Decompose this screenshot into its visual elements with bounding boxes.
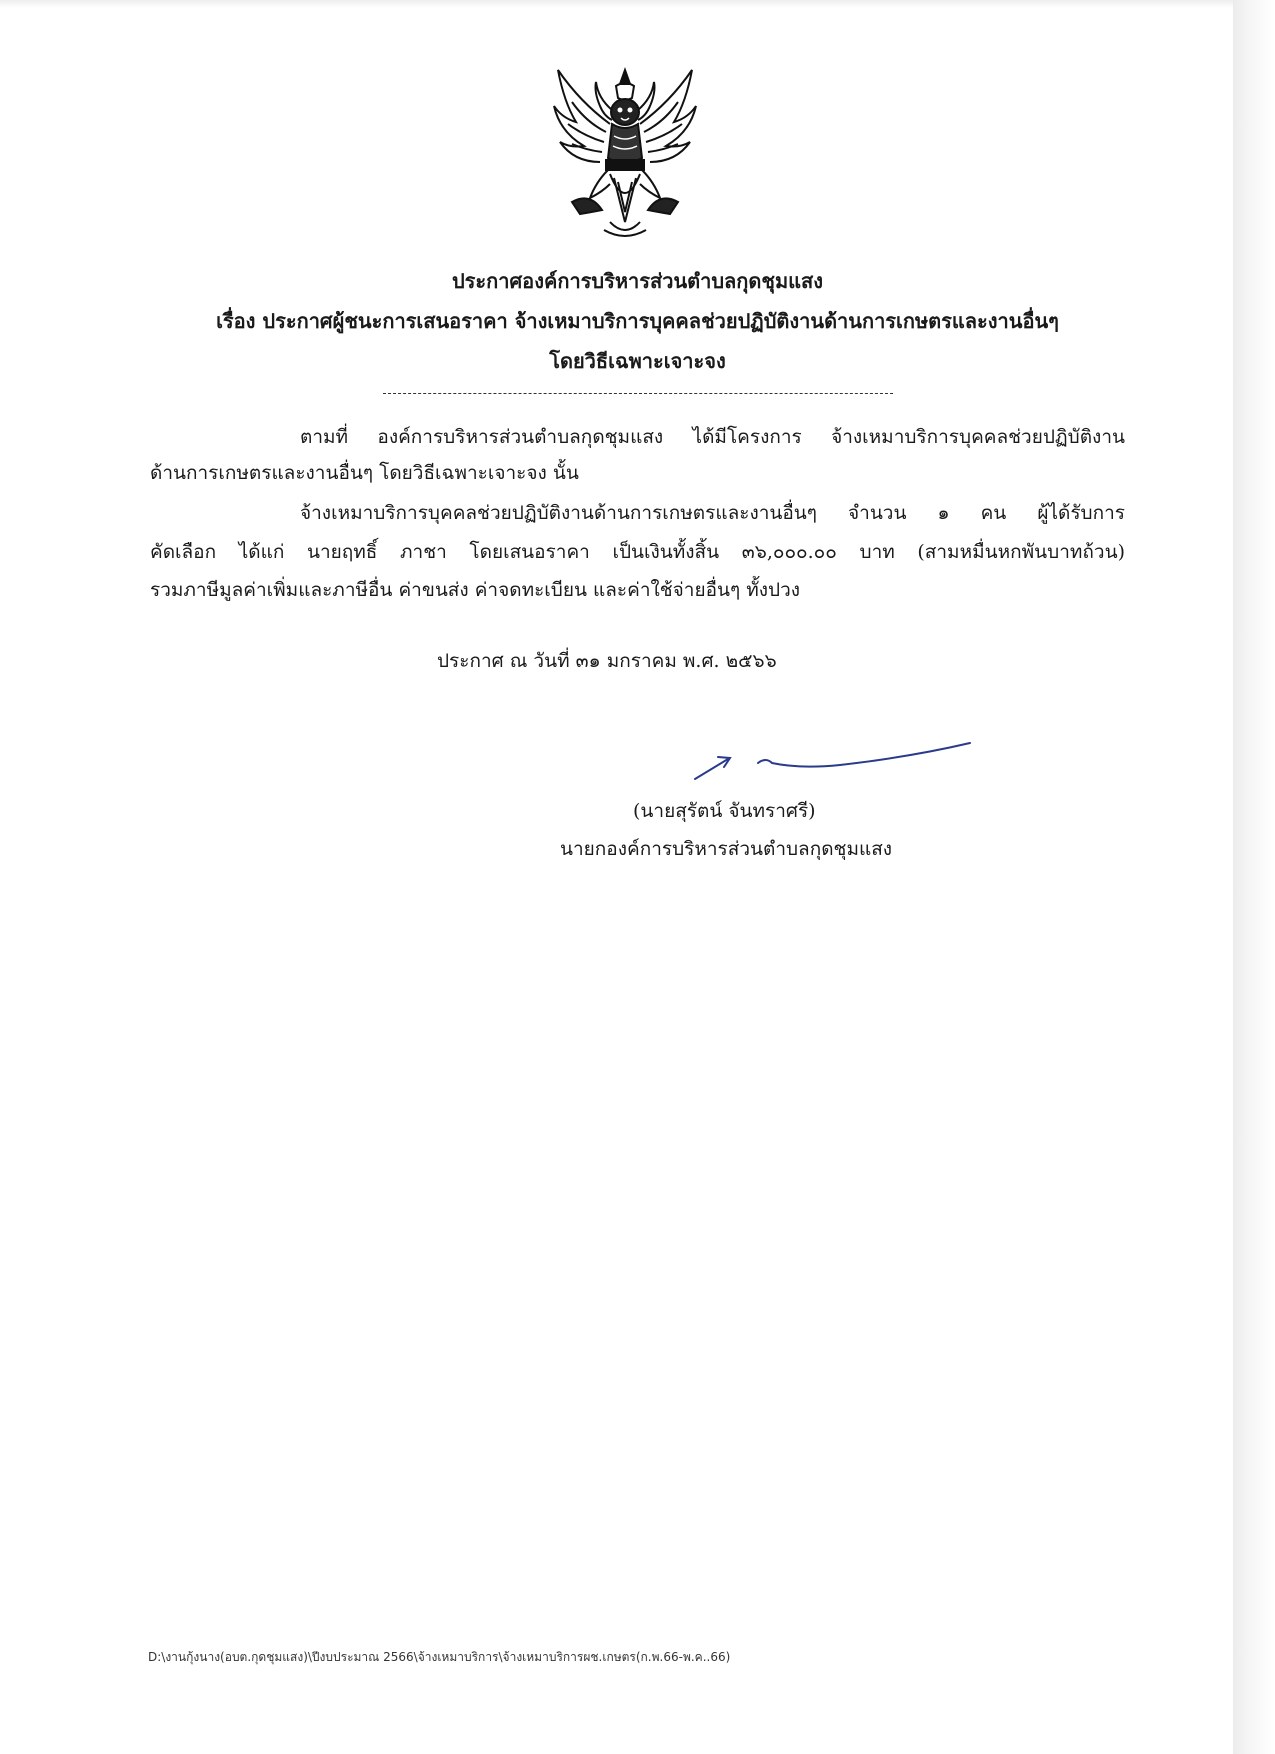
signatory-position: นายกองค์การบริหารส่วนตำบลกุดชุมแสง [560, 838, 893, 860]
signatory-name: (นายสุรัตน์ จันทราศรี) [633, 800, 816, 822]
file-path-footer: D:\งานกุ้งนาง(อบต.กุดชุมแสง)\ปีงบประมาณ 2566\จ้างเหมาบริการ\จ้างเหมาบริการผช.เกษตร(ก.พ.66-พ.ค..66) [148, 1650, 731, 1664]
scan-edge-right [1233, 0, 1275, 1754]
scan-edge-top [0, 0, 1275, 8]
paragraph-1-line-2: ด้านการเกษตรและงานอื่นๆ โดยวิธีเฉพาะเจาะจง นั้น [150, 462, 579, 484]
announcement-date: ประกาศ ณ วันที่ ๓๑ มกราคม พ.ศ. ๒๕๖๖ [437, 650, 777, 672]
garuda-emblem-icon [550, 62, 700, 242]
paragraph-2-line-1: จ้างเหมาบริการบุคคลช่วยปฏิบัติงานด้านการเกษตรและงานอื่นๆ จำนวน ๑ คน ผู้ได้รับการ [300, 502, 1125, 524]
paragraph-2-line-2: คัดเลือก ได้แก่ นายฤทธิ์ ภาชา โดยเสนอราคา เป็นเงินทั้งสิ้น ๓๖,๐๐๐.๐๐ บาท (สามหมื่นหกพันบาทถ้วน) [150, 541, 1125, 563]
signature-icon [690, 735, 980, 785]
announcement-title: ประกาศองค์การบริหารส่วนตำบลกุดชุมแสง [451, 269, 824, 293]
announcement-method: โดยวิธีเฉพาะเจาะจง [549, 349, 726, 373]
paragraph-1-line-1: ตามที่ องค์การบริหารส่วนตำบลกุดชุมแสง ได้มีโครงการ จ้างเหมาบริการบุคคลช่วยปฏิบัติงาน [300, 426, 1125, 448]
dashed-divider [383, 393, 893, 394]
paragraph-2-line-3: รวมภาษีมูลค่าเพิ่มและภาษีอื่น ค่าขนส่ง ค่าจดทะเบียน และค่าใช้จ่ายอื่นๆ ทั้งปวง [150, 579, 801, 601]
announcement-subject: เรื่อง ประกาศผู้ชนะการเสนอราคา จ้างเหมาบริการบุคคลช่วยปฏิบัติงานด้านการเกษตรและงานอื่นๆ [216, 309, 1059, 333]
